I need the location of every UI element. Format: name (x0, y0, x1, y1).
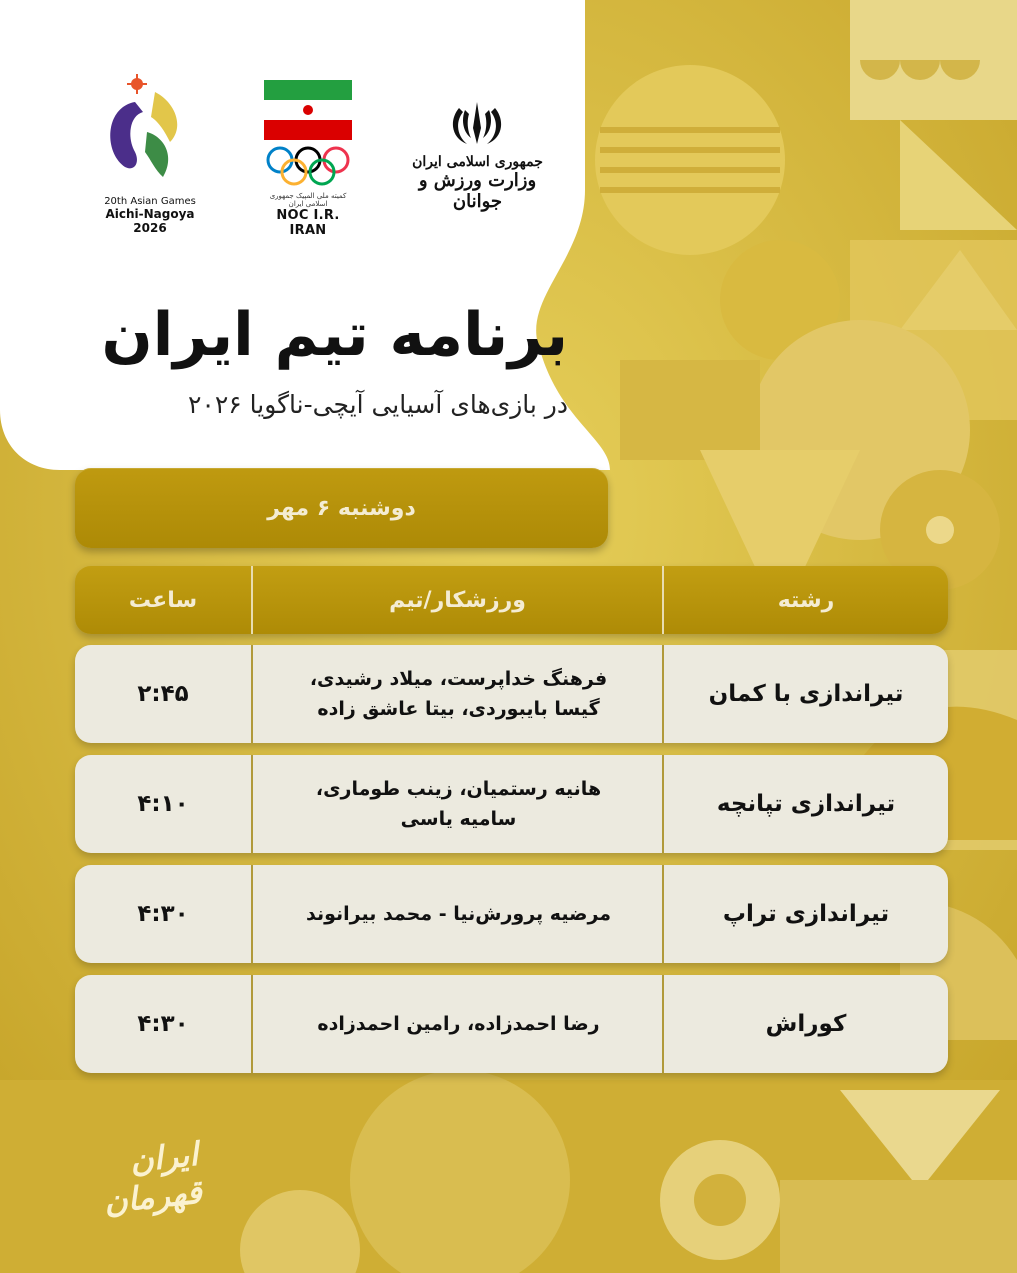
date-banner (75, 468, 608, 548)
row-athletes-line2: گیسا بایبوردی، بیتا عاشق زاده (317, 698, 600, 720)
brand-logo: ایران قهرمان (102, 1134, 204, 1221)
row-sport: کوراش (765, 1011, 847, 1037)
table-row (75, 645, 948, 743)
row-athletes-line1: فرهنگ خداپرست، میلاد رشیدی، (309, 668, 608, 690)
row-athletes-line1: هانیه رستمیان، زینب طوماری، (315, 778, 602, 800)
ministry-line2: وزارت ورزش و جوانان (418, 170, 537, 212)
row-athletes (253, 865, 664, 963)
asian-games-line2: Aichi-Nagoya 2026 (105, 207, 195, 235)
noc-label: NOC I.R. IRAN (276, 208, 340, 238)
asian-games-logo (95, 72, 205, 235)
ministry-line1: جمهوری اسلامی ایران (412, 154, 543, 170)
ministry-logo (395, 98, 560, 218)
asian-games-line1: 20th Asian Games (104, 196, 196, 207)
row-sport: تیراندازی تراپ (722, 901, 890, 927)
column-header-athletes: ورزشکار/تیم (389, 587, 526, 613)
noc-persian-label: کمیته ملی المپیک جمهوری اسلامی ایران (269, 192, 347, 208)
row-time: ۲:۴۵ (137, 681, 189, 707)
noc-logo (258, 78, 358, 238)
table-header (75, 566, 948, 634)
page-title: برنامه تیم ایران (101, 300, 568, 370)
table-row (75, 975, 948, 1073)
table-row (75, 865, 948, 963)
column-header-time: ساعت (128, 587, 198, 613)
column-header-sport: رشته (777, 587, 835, 613)
row-athletes-line1: مرضیه پرورش‌نیا - محمد بیرانوند (305, 903, 612, 925)
date-label: دوشنبه ۶ مهر (267, 495, 416, 521)
row-time: ۴:۳۰ (137, 1011, 189, 1037)
asian-games-emblem-icon (95, 72, 205, 192)
row-athletes-line2: سامیه یاسی (400, 808, 517, 830)
row-time: ۴:۱۰ (137, 791, 189, 817)
row-sport: تیراندازی با کمان (708, 681, 904, 707)
table-row (75, 755, 948, 853)
page-subtitle: در بازی‌های آسیایی آیچی-ناگویا ۲۰۲۶ (187, 390, 568, 419)
row-time: ۴:۳۰ (137, 901, 189, 927)
row-sport: تیراندازی تپانچه (716, 791, 896, 817)
iran-flag-olympic-rings-icon (258, 78, 358, 188)
row-athletes (253, 755, 664, 853)
row-athletes (253, 645, 664, 743)
row-athletes-line1: رضا احمدزاده، رامین احمدزاده (317, 1013, 600, 1035)
row-athletes (253, 975, 664, 1073)
iran-emblem-icon (395, 98, 560, 150)
